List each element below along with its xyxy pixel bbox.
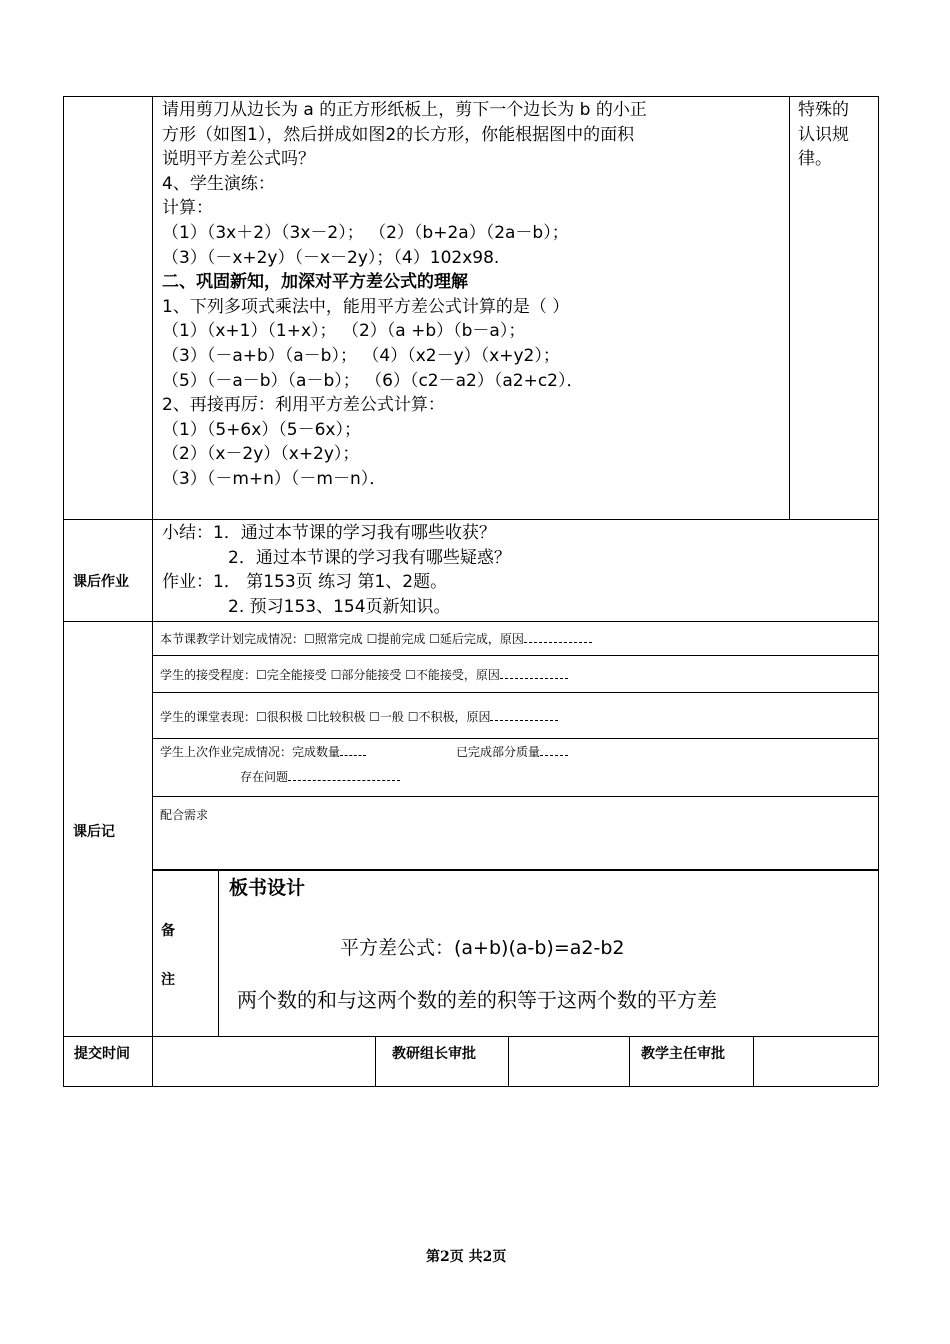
submit-time-field[interactable]	[153, 1037, 374, 1085]
section-heading: 二、巩固新知，加深对平方差公式的理解	[162, 272, 468, 293]
quality-blank[interactable]	[540, 745, 568, 756]
reason-blank[interactable]	[500, 668, 568, 679]
page-number: 第2页 共2页	[426, 1249, 507, 1265]
plan-completion-text: 本节课教学计划完成情况：☐照常完成 ☐提前完成 ☐延后完成，原因	[160, 632, 524, 646]
remark-label-1: 备	[161, 923, 175, 939]
content-line: 4、学生演练：	[162, 173, 275, 194]
content-line: 2、再接再厉：利用平方差公式计算：	[162, 395, 445, 416]
problems-text: 存在问题	[240, 770, 289, 784]
remark-label-2: 注	[161, 972, 175, 988]
last-homework-text: 学生上次作业完成情况：完成数量	[160, 745, 341, 759]
acceptance-text: 学生的接受程度：☐完全能接受 ☐部分能接受 ☐不能接受，原因	[160, 668, 500, 682]
group-leader-label: 教研组长审批	[392, 1046, 476, 1062]
acceptance-row	[160, 666, 568, 683]
lesson-content	[162, 98, 647, 492]
homework-line: 2．通过本节课的学习我有哪些疑惑？	[228, 547, 511, 568]
content-line: （1）（5+6x）（5－6x）；	[162, 419, 361, 440]
board-formula-text: 两个数的和与这两个数的差的积等于这两个数的平方差	[237, 988, 717, 1012]
director-label: 教学主任审批	[641, 1046, 725, 1062]
content-line: 计算：	[162, 198, 213, 219]
content-line: （3）（－a+b）（a－b）； （4）（x2－y）（x+y2）；	[162, 345, 560, 366]
cooperation-needs: 配合需求	[160, 808, 209, 822]
content-line: （2）（x－2y）（x+2y）；	[162, 444, 360, 465]
side-note-line: 律。	[798, 149, 832, 170]
content-line: （1）（3x＋2）（3x－2）； （2）（b+2a）（2a－b）；	[162, 222, 569, 243]
reason-blank[interactable]	[490, 710, 558, 721]
content-line: 方形（如图1），然后拼成如图2的长方形，你能根据图中的面积	[162, 124, 635, 145]
quantity-blank[interactable]	[340, 745, 366, 756]
content-line: （3）（－x+2y）（－x－2y）；（4）102x98.	[162, 247, 500, 268]
plan-completion-row	[160, 630, 592, 647]
afterclass-label: 课后记	[73, 824, 115, 840]
performance-row	[160, 708, 558, 725]
submit-time-label: 提交时间	[74, 1046, 130, 1062]
side-note-line: 认识规	[798, 124, 849, 145]
homework-line: 作业：1． 第153页 练习 第1、2题。	[162, 572, 448, 593]
content-line: （1）（x+1）（1+x）； （2）（a +b）（b－a）；	[162, 321, 526, 342]
last-homework-row	[160, 743, 366, 760]
homework-label: 课后作业	[73, 574, 129, 590]
problems-blank[interactable]	[288, 770, 400, 781]
board-formula: 平方差公式：(a+b)(a-b)=a2-b2	[340, 937, 625, 959]
side-note	[798, 98, 849, 172]
quality-text: 已完成部分质量	[456, 745, 541, 759]
content-line: 1、下列多项式乘法中，能用平方差公式计算的是（ ）	[162, 296, 570, 317]
content-line: （3）（－m+n）（－m－n）．	[162, 468, 387, 489]
content-line: 请用剪刀从边长为 a 的正方形纸板上，剪下一个边长为 b 的小正	[162, 100, 647, 120]
content-line: 说明平方差公式吗？	[162, 149, 315, 170]
problems-row	[240, 768, 400, 785]
reason-blank[interactable]	[524, 632, 592, 643]
content-line: （5）（－a－b）（a－b）； （6）（c2－a2）（a2+c2）．	[162, 370, 584, 391]
side-note-line: 特殊的	[798, 100, 849, 120]
homework-line: 小结：1．通过本节课的学习我有哪些收获？	[162, 523, 496, 543]
homework-line: 2. 预习153、154页新知识。	[228, 596, 451, 617]
quality-row	[456, 743, 568, 760]
homework-content	[162, 521, 511, 619]
board-design-title: 板书设计	[229, 877, 306, 899]
director-field[interactable]	[754, 1037, 877, 1085]
group-leader-field[interactable]	[509, 1037, 628, 1085]
performance-text: 学生的课堂表现：☐很积极 ☐比较积极 ☐一般 ☐不积极，原因	[160, 710, 491, 724]
